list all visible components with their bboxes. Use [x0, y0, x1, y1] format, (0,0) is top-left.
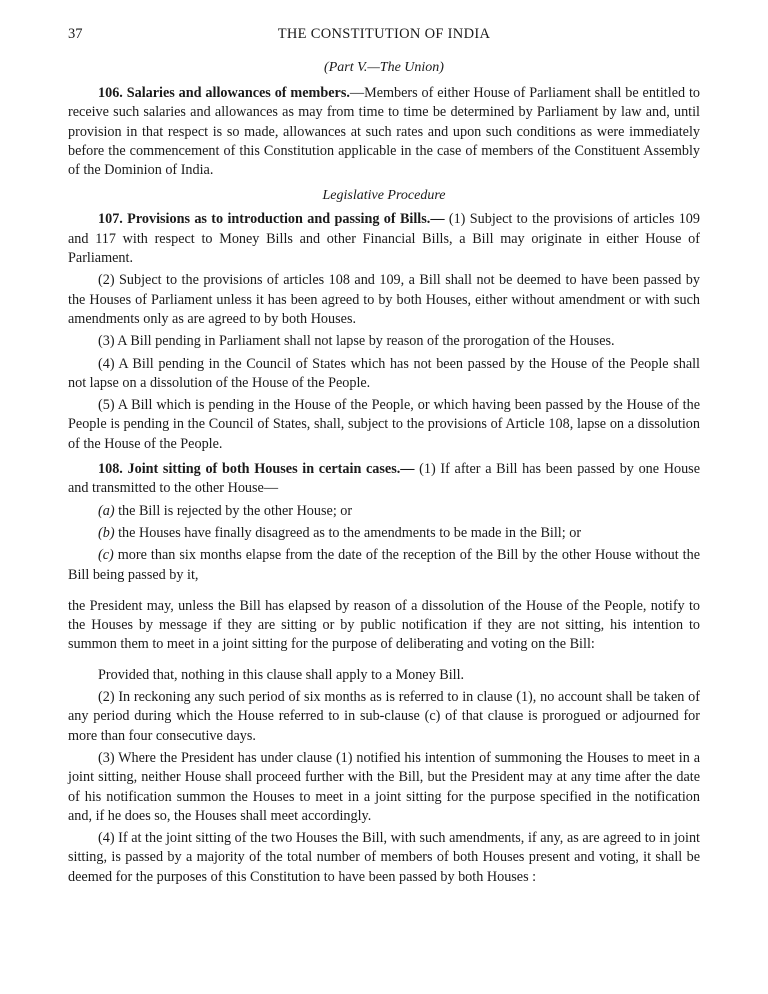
article-106-heading: 106. Salaries and allowances of members.: [98, 85, 350, 101]
subclause-a-text: the Bill is rejected by the other House; or: [114, 502, 353, 519]
article-108-heading: 108. Joint sitting of both Houses in certain cases.—: [98, 461, 415, 478]
page-header: [68, 26, 700, 46]
article-108-subclause-c: [68, 546, 700, 585]
article-107-clause-1-text: (1) Subject to the provisions of articles 109 and 117 with respect to Money Bills and other Financial Bills, a Bill may originate in either House of Parliament.: [68, 211, 700, 267]
article-108-clause-4: (4) If at the joint sitting of the two Houses the Bill, with such amendments, if any, as are agreed to in joint sitting, is passed by a majority of the total number of members of both Houses present and voting, it shall be deemed for the purposes of this Constitution to have been passed by both Houses :: [68, 830, 700, 885]
article-108-clause-1: [68, 460, 700, 499]
subclause-b-text: the Houses have finally disagreed as to the amendments to be made in the Bill; or: [114, 524, 582, 541]
article-108-clause-1-intro: (1) If after a Bill has been passed by one House and transmitted to the other House—: [68, 461, 700, 497]
article-107-heading: 107. Provisions as to introduction and passing of Bills.—: [98, 211, 445, 228]
section-subheading: Legislative Procedure: [322, 188, 446, 204]
article-107-clause-3: (3) A Bill pending in Parliament shall not lapse by reason of the prorogation of the Houses.: [98, 333, 615, 350]
article-107-clause-4: (4) A Bill pending in the Council of States which has not been passed by the House of the People shall not lapse on a dissolution of the House of the People.: [68, 355, 700, 391]
article-107-clause-5: (5) A Bill which is pending in the House of the People, or which having been passed by the House of the People is pending in the Council of States, shall, subject to the provisions of Article 108, lapse on a dissolution of the House of the People.: [68, 397, 700, 452]
part-title: (Part V.—The Union): [324, 60, 444, 75]
article-107-clause-2: (2) Subject to the provisions of articles 108 and 109, a Bill shall not be deemed to have been passed by the Houses of Parliament unless it has been agreed to by both Houses, either without amendment or with such amendments only as are agreed to by both Houses.: [68, 272, 700, 327]
running-title: THE CONSTITUTION OF INDIA: [277, 26, 491, 42]
article-107-clause-1: [68, 210, 700, 268]
article-108-clause-3: (3) Where the President has under clause (1) notified his intention of summoning the Houses to meet in a joint sitting, neither House shall proceed further with the Bill, but the President may at any time after the date of his notification summon the Houses to meet in a joint sitting for the purpose specified in the notification and, if he does so, the Houses shall meet accordingly.: [68, 749, 700, 824]
article-108-clause-2: (2) In reckoning any such period of six months as is referred to in clause (1), no account shall be taken of any period during which the House referred to in sub-clause (c) of that clause is prorogued or adjourned for more than four consecutive days.: [68, 689, 700, 744]
article-106-body: —Members of either House of Parliament shall be entitled to receive such salaries and allowances as may from time to time be determined by Parliament by law and, until provision in that respect is so made, allowances at such rates and upon such conditions as were immediately before the commencement of this Constitution applicable in the case of members of the Constituent Assembly of the Dominion of India.: [68, 85, 700, 179]
subclause-c-label: (c): [98, 547, 114, 564]
article-106: [68, 84, 700, 180]
article-108-proviso: Provided that, nothing in this clause shall apply to a Money Bill.: [98, 666, 465, 683]
page-number: 37: [68, 26, 83, 42]
document-page: [68, 26, 700, 887]
subclause-a-label: (a): [98, 502, 115, 519]
subclause-b-label: (b): [98, 524, 115, 541]
article-108-continuation: the President may, unless the Bill has elapsed by reason of a dissolution of the House of the People, notify to the Houses by message if they are sitting or by public notification if they are not sitting, his intention to summon them to meet in a joint sitting for the purpose of deliberating and voting on the Bill:: [68, 597, 700, 653]
article-108-subclause-a: [68, 502, 700, 521]
subclause-c-text: more than six months elapse from the date of the reception of the Bill by the other House without the Bill being passed by it,: [68, 547, 700, 583]
article-108-subclause-b: [68, 524, 700, 543]
